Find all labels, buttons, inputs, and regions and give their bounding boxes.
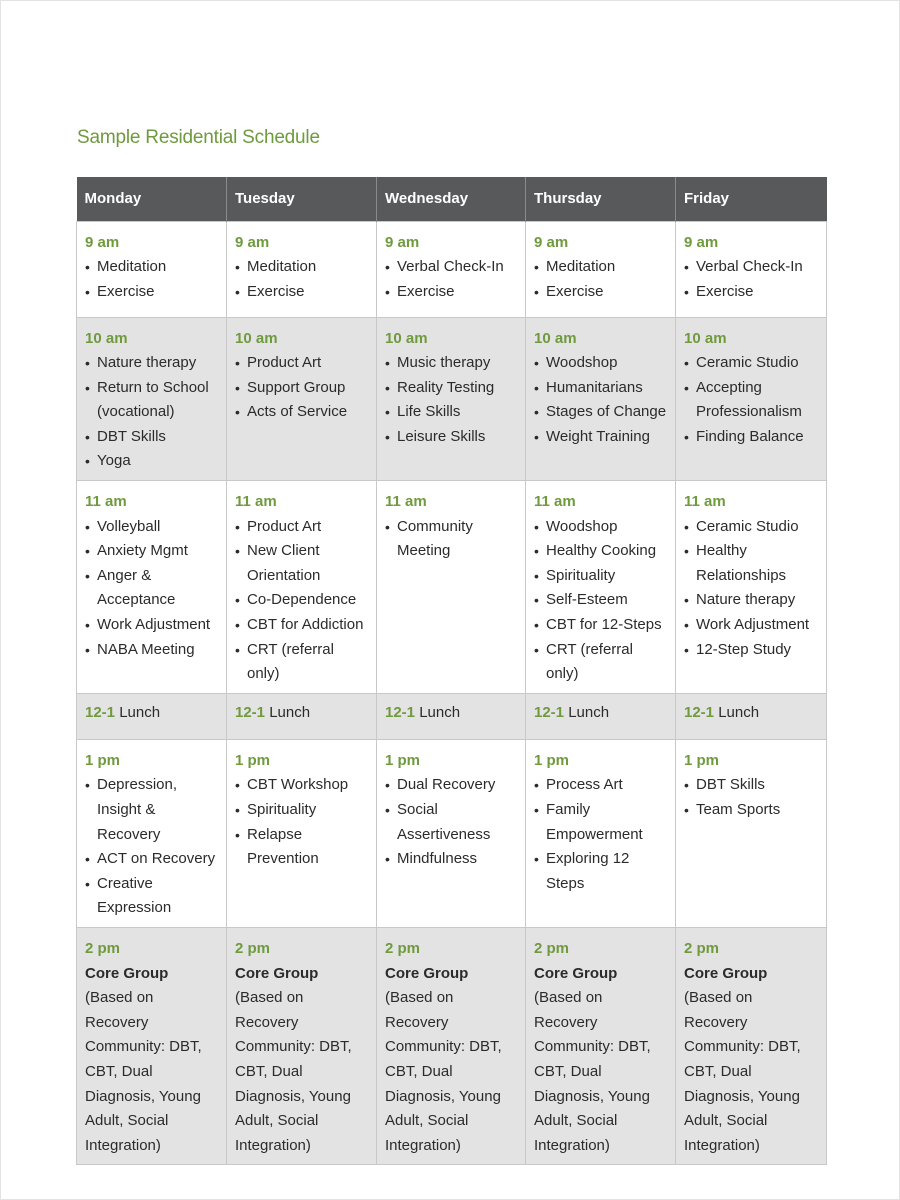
core-group-description: (Based on Recovery Community: DBT, CBT, Dual Diagnosis, Young Adult, Social Integration) [85,989,202,1154]
activity-item: • NABA Meeting [85,638,218,663]
lunch-cell [227,693,377,739]
schedule-cell [526,481,676,694]
lunch-cell [77,693,227,739]
time-label: 11 am [684,493,726,511]
activity-list [534,773,667,896]
activity-item: • Verbal Check-In [385,255,517,280]
activity-item: • Exercise [534,280,667,305]
activity-item: • DBT Skills [85,425,218,450]
activity-item: • Return to School (vocational) [85,376,218,425]
activity-item: • Healthy Relationships [684,539,818,588]
activity-item: • Volleyball [85,515,218,540]
activity-item: • Support Group [235,376,368,401]
time-label: 1 pm [85,751,121,769]
schedule-cell [77,317,227,481]
activity-item: • Process Art [534,773,667,798]
activity-item: • Exercise [235,280,368,305]
activity-list [684,351,818,449]
time-label: 9 am [235,233,270,251]
activity-item: • Exploring 12 Steps [534,847,667,896]
activity-item: • Stages of Change [534,400,667,425]
activity-item: • Spirituality [235,798,368,823]
activity-item: • Exercise [85,280,218,305]
schedule-cell [77,221,227,317]
activity-item: • Woodshop [534,351,667,376]
activity-list [235,255,368,304]
time-label: 2 pm [85,939,121,957]
lunch-cell [377,693,526,739]
schedule-cell [526,221,676,317]
row-9am [77,221,827,317]
activity-item: • Co-Dependence [235,588,368,613]
time-label: 9 am [85,233,120,251]
activity-item: • Reality Testing [385,376,517,401]
core-group-title: Core Group [235,964,319,982]
activity-list [235,773,368,871]
time-label: 10 am [235,329,278,347]
activity-list [85,773,218,921]
schedule-cell [377,317,526,481]
activity-list [235,515,368,687]
activity-item: • Creative Expression [85,872,218,921]
activity-list [684,773,818,822]
activity-list [534,255,667,304]
activity-list [85,255,218,304]
activity-item: • Anger & Acceptance [85,564,218,613]
activity-item: • CBT for Addiction [235,613,368,638]
activity-item: • Verbal Check-In [684,255,818,280]
activity-item: • Product Art [235,351,368,376]
lunch-label: Lunch [269,703,311,721]
activity-list [385,773,517,871]
activity-item: • Finding Balance [684,425,818,450]
time-label: 11 am [85,493,127,511]
core-group-title: Core Group [534,964,618,982]
activity-item: • CRT (referral only) [534,638,667,687]
day-header: Monday [77,177,227,221]
page-title: Sample Residential Schedule [77,127,320,148]
time-label: 2 pm [684,939,720,957]
activity-item: • CRT (referral only) [235,638,368,687]
activity-list [85,351,218,474]
activity-item: • Mindfulness [385,847,517,872]
activity-list [534,351,667,449]
time-label: 2 pm [534,939,570,957]
activity-item: • New Client Orientation [235,539,368,588]
time-label: 9 am [534,233,569,251]
header-row [77,177,827,221]
activity-item: • Accepting Professionalism [684,376,818,425]
core-group-description: (Based on Recovery Community: DBT, CBT, Dual Diagnosis, Young Adult, Social Integration) [235,989,352,1154]
activity-item: • Meditation [235,255,368,280]
schedule-cell [227,317,377,481]
activity-item: • Ceramic Studio [684,515,818,540]
time-label: 12-1 [235,703,266,721]
row-2pm [77,927,827,1164]
time-label: 12-1 [534,703,565,721]
activity-item: • Weight Training [534,425,667,450]
time-label: 12-1 [385,703,416,721]
time-label: 11 am [235,493,277,511]
core-group-description: (Based on Recovery Community: DBT, CBT, Dual Diagnosis, Young Adult, Social Integration) [385,989,502,1154]
row-1pm [77,739,827,927]
time-label: 1 pm [534,751,570,769]
activity-list [684,255,818,304]
core-group-title: Core Group [85,964,169,982]
time-label: 9 am [684,233,719,251]
time-label: 11 am [534,493,576,511]
activity-list [385,515,517,564]
activity-list [385,255,517,304]
time-label: 10 am [684,329,727,347]
activity-item: • CBT for 12-Steps [534,613,667,638]
core-group-cell [77,927,227,1164]
activity-list [85,515,218,663]
schedule-cell [77,739,227,927]
core-group-title: Core Group [385,964,469,982]
activity-item: • Life Skills [385,400,517,425]
core-group-cell [227,927,377,1164]
lunch-label: Lunch [568,703,610,721]
time-label: 12-1 [85,703,116,721]
schedule-cell [526,317,676,481]
activity-item: • Work Adjustment [684,613,818,638]
day-header: Friday [676,177,827,221]
schedule-cell [676,221,827,317]
activity-item: • Product Art [235,515,368,540]
core-group-cell [676,927,827,1164]
schedule-cell [377,221,526,317]
activity-item: • CBT Workshop [235,773,368,798]
core-group-description: (Based on Recovery Community: DBT, CBT, Dual Diagnosis, Young Adult, Social Integration) [684,989,801,1154]
time-label: 9 am [385,233,420,251]
row-11am [77,481,827,694]
schedule-cell [77,481,227,694]
lunch-label: Lunch [419,703,461,721]
activity-item: • DBT Skills [684,773,818,798]
activity-item: • Anxiety Mgmt [85,539,218,564]
core-group-description: (Based on Recovery Community: DBT, CBT, Dual Diagnosis, Young Adult, Social Integration) [534,989,651,1154]
activity-item: • Family Empowerment [534,798,667,847]
activity-item: • Depression, Insight & Recovery [85,773,218,847]
time-label: 1 pm [385,751,421,769]
schedule-table [76,177,827,1165]
time-label: 1 pm [235,751,271,769]
activity-item: • 12-Step Study [684,638,818,663]
activity-item: • Team Sports [684,798,818,823]
time-label: 10 am [534,329,577,347]
activity-item: • Exercise [385,280,517,305]
activity-item: • Community Meeting [385,515,517,564]
activity-item: • Meditation [534,255,667,280]
core-group-cell [526,927,676,1164]
core-group-title: Core Group [684,964,768,982]
row-10am [77,317,827,481]
time-label: 2 pm [385,939,421,957]
schedule-cell [377,481,526,694]
activity-item: • Social Assertiveness [385,798,517,847]
day-header: Thursday [526,177,676,221]
activity-item: • Ceramic Studio [684,351,818,376]
activity-list [235,351,368,425]
activity-item: • Self-Esteem [534,588,667,613]
time-label: 10 am [385,329,428,347]
activity-item: • Humanitarians [534,376,667,401]
schedule-cell [676,481,827,694]
lunch-cell [526,693,676,739]
activity-item: • Spirituality [534,564,667,589]
time-label: 2 pm [235,939,271,957]
lunch-cell [676,693,827,739]
schedule-cell [227,221,377,317]
schedule-cell [676,739,827,927]
activity-item: • Exercise [684,280,818,305]
day-header: Tuesday [227,177,377,221]
core-group-cell [377,927,526,1164]
day-header: Wednesday [377,177,526,221]
lunch-label: Lunch [718,703,760,721]
schedule-cell [526,739,676,927]
activity-item: • Dual Recovery [385,773,517,798]
schedule-cell [676,317,827,481]
row-lunch [77,693,827,739]
activity-list [534,515,667,687]
activity-item: • Nature therapy [85,351,218,376]
lunch-label: Lunch [119,703,161,721]
activity-item: • Yoga [85,449,218,474]
activity-item: • Meditation [85,255,218,280]
time-label: 10 am [85,329,128,347]
activity-item: • Leisure Skills [385,425,517,450]
schedule-cell [227,739,377,927]
time-label: 11 am [385,493,427,511]
time-label: 1 pm [684,751,720,769]
schedule-cell [377,739,526,927]
activity-item: • Acts of Service [235,400,368,425]
activity-item: • ACT on Recovery [85,847,218,872]
activity-item: • Healthy Cooking [534,539,667,564]
schedule-cell [227,481,377,694]
activity-item: • Work Adjustment [85,613,218,638]
activity-item: • Music therapy [385,351,517,376]
activity-item: • Nature therapy [684,588,818,613]
activity-item: • Relapse Prevention [235,823,368,872]
time-label: 12-1 [684,703,715,721]
activity-list [385,351,517,449]
activity-item: • Woodshop [534,515,667,540]
activity-list [684,515,818,663]
